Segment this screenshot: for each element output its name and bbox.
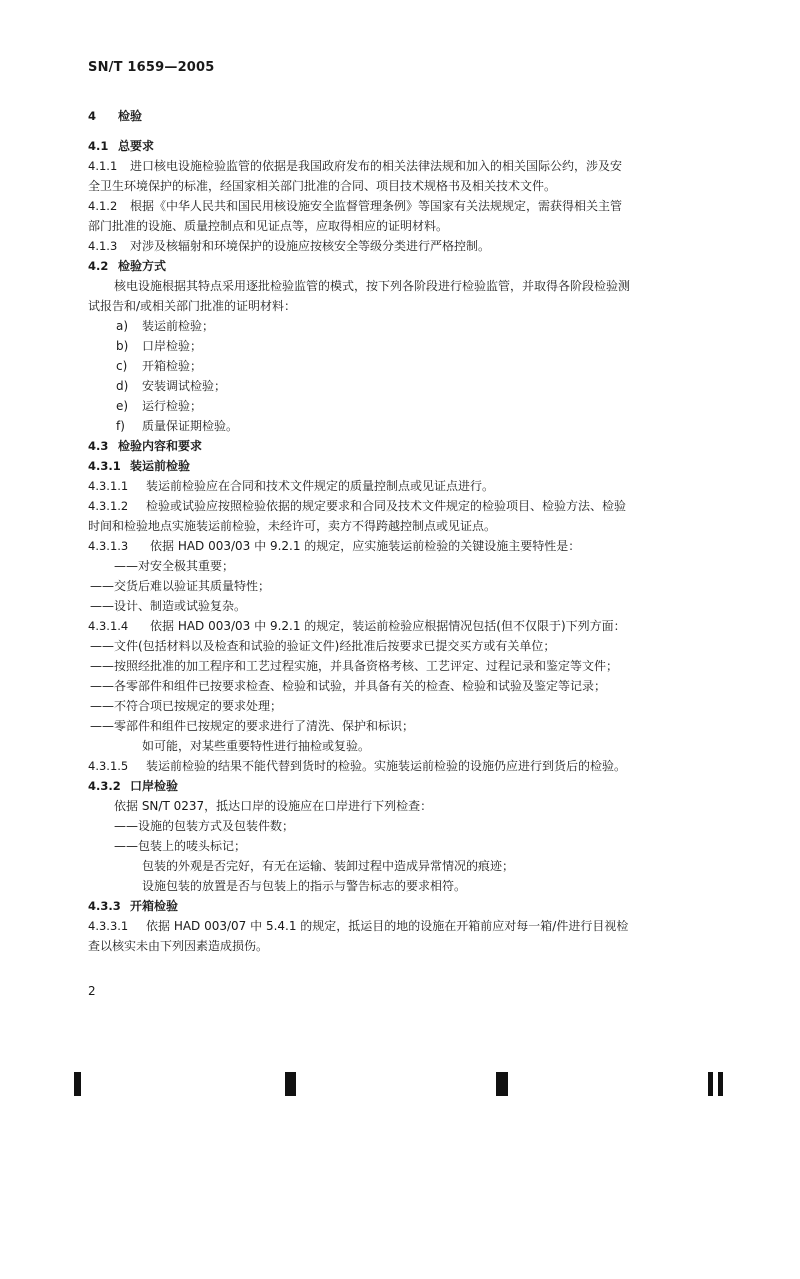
clause-number: 4.3.1.4 xyxy=(88,619,129,633)
paragraph: 设施包装的放置是否与包装上的指示与警告标志的要求相符。 xyxy=(142,879,467,893)
dash-item: ——包装上的唛头标记； xyxy=(114,839,247,853)
list-text: 运行检验； xyxy=(142,399,203,413)
clause xyxy=(88,236,708,256)
clause xyxy=(88,156,708,176)
section-number: 4.3.3 xyxy=(88,899,121,913)
clause-number: 4.3.1.1 xyxy=(88,479,129,493)
clause-continuation: 时间和检验地点实施装运前检验，未经许可，卖方不得跨越控制点或见证点。 xyxy=(88,519,497,533)
section-title: 检验方式 xyxy=(118,259,167,273)
section-number: 4.1 xyxy=(88,139,109,153)
clause-text: 进口核电设施检验监管的依据是我国政府发布的相关法律法规和加入的相关国际公约，涉及安 xyxy=(130,159,623,173)
clause xyxy=(88,536,708,556)
clause-text: 依据 HAD 003/03 中 9.2.1 的规定，应实施装运前检验的关键设施主要特性是： xyxy=(150,539,581,553)
clause-number: 4.3.1.2 xyxy=(88,499,129,513)
section-title: 检验 xyxy=(118,109,143,123)
list-item xyxy=(88,316,708,336)
clause-number: 4.3.1.5 xyxy=(88,759,129,773)
clause-number: 4.1.3 xyxy=(88,239,118,253)
section-title: 总要求 xyxy=(118,139,155,153)
section-heading xyxy=(88,436,708,456)
paragraph: 包装的外观是否完好，有无在运输、装卸过程中造成异常情况的痕迹； xyxy=(142,859,515,873)
paragraph: 依据 SN/T 0237，抵达口岸的设施应在口岸进行下列检查： xyxy=(114,799,433,813)
dash-item: ——对安全极其重要； xyxy=(114,559,235,573)
list-text: 质量保证期检验。 xyxy=(142,419,239,433)
clause xyxy=(88,196,708,216)
paragraph-continuation: 试报告和/或相关部门批准的证明材料： xyxy=(88,299,297,313)
clause-text: 根据《中华人民共和国民用核设施安全监督管理条例》等国家有关法规规定，需获得相关主管 xyxy=(130,199,623,213)
section-heading xyxy=(88,776,708,796)
list-item xyxy=(88,416,708,436)
clause-continuation: 部门批准的设施、质量控制点和见证点等，应取得相应的证明材料。 xyxy=(88,219,449,233)
list-item xyxy=(88,376,708,396)
list-text: 安装调试检验； xyxy=(142,379,227,393)
clause xyxy=(88,496,708,516)
clause-number: 4.1.2 xyxy=(88,199,118,213)
scan-registration-mark xyxy=(708,1072,713,1096)
list-marker: d) xyxy=(116,379,129,393)
dash-item: ——不符合项已按规定的要求处理； xyxy=(90,699,283,713)
dash-item: ——设计、制造或试验复杂。 xyxy=(90,599,247,613)
clause-text: 对涉及核辐射和环境保护的设施应按核安全等级分类进行严格控制。 xyxy=(130,239,491,253)
list-marker: e) xyxy=(116,399,129,413)
clause-number: 4.3.3.1 xyxy=(88,919,129,933)
section-number: 4.2 xyxy=(88,259,109,273)
list-item xyxy=(88,336,708,356)
list-item xyxy=(88,396,708,416)
clause-text: 依据 HAD 003/07 中 5.4.1 的规定，抵运目的地的设施在开箱前应对每一箱/件进行目视检 xyxy=(146,919,629,933)
clause xyxy=(88,616,708,636)
list-marker: c) xyxy=(116,359,128,373)
page-number: 2 xyxy=(88,984,96,998)
section-number: 4.3.2 xyxy=(88,779,121,793)
dash-item: ——各零部件和组件已按要求检查、检验和试验，并具备有关的检查、检验和试验及鉴定等记录； xyxy=(90,679,607,693)
dash-item: ——交货后难以验证其质量特性； xyxy=(90,579,271,593)
section-title: 口岸检验 xyxy=(130,779,179,793)
dash-item: ——文件(包括材料以及检查和试验的验证文件)经批准后按要求已提交买方或有关单位； xyxy=(90,639,556,653)
scan-registration-mark xyxy=(74,1072,81,1096)
section-heading xyxy=(88,136,708,156)
section-number: 4.3.1 xyxy=(88,459,121,473)
scan-registration-mark xyxy=(285,1072,296,1096)
clause xyxy=(88,916,708,936)
list-text: 口岸检验； xyxy=(142,339,203,353)
clause-text: 装运前检验的结果不能代替到货时的检验。实施装运前检验的设施仍应进行到货后的检验。 xyxy=(146,759,627,773)
clause-text: 依据 HAD 003/03 中 9.2.1 的规定，装运前检验应根据情况包括(但不仅限于)下列方面： xyxy=(150,619,626,633)
list-text: 装运前检验； xyxy=(142,319,215,333)
paragraph: 核电设施根据其特点采用逐批检验监管的模式，按下列各阶段进行检验监管，并取得各阶段检验测 xyxy=(114,279,631,293)
section-title: 装运前检验 xyxy=(130,459,191,473)
list-marker: b) xyxy=(116,339,129,353)
scan-registration-mark xyxy=(496,1072,508,1096)
list-text: 开箱检验； xyxy=(142,359,203,373)
clause xyxy=(88,756,708,776)
list-marker: a) xyxy=(116,319,129,333)
clause-number: 4.3.1.3 xyxy=(88,539,129,553)
dash-item: ——按照经批准的加工程序和工艺过程实施，并具备资格考核、工艺评定、过程记录和鉴定等文件； xyxy=(90,659,619,673)
section-heading xyxy=(88,256,708,276)
clause-continuation: 查以核实未由下列因素造成损伤。 xyxy=(88,939,269,953)
section-title: 检验内容和要求 xyxy=(118,439,203,453)
paragraph: 如可能，对某些重要特性进行抽检或复验。 xyxy=(142,739,371,753)
section-title: 开箱检验 xyxy=(130,899,179,913)
section-heading xyxy=(88,896,708,916)
clause xyxy=(88,476,708,496)
clause-continuation: 全卫生环境保护的标准，经国家相关部门批准的合同、项目技术规格书及相关技术文件。 xyxy=(88,179,557,193)
clause-text: 装运前检验应在合同和技术文件规定的质量控制点或见证点进行。 xyxy=(146,479,495,493)
document-header: SN/T 1659—2005 xyxy=(88,60,215,75)
section-heading xyxy=(88,106,708,126)
list-item xyxy=(88,356,708,376)
clause-number: 4.1.1 xyxy=(88,159,118,173)
section-number: 4 xyxy=(88,109,97,123)
document-body xyxy=(88,106,708,956)
list-marker: f) xyxy=(116,419,125,433)
scan-registration-mark xyxy=(718,1072,723,1096)
dash-item: ——设施的包装方式及包装件数； xyxy=(114,819,295,833)
dash-item: ——零部件和组件已按规定的要求进行了清洗、保护和标识； xyxy=(90,719,415,733)
clause-text: 检验或试验应按照检验依据的规定要求和合同及技术文件规定的检验项目、检验方法、检验 xyxy=(146,499,627,513)
section-heading xyxy=(88,456,708,476)
section-number: 4.3 xyxy=(88,439,109,453)
